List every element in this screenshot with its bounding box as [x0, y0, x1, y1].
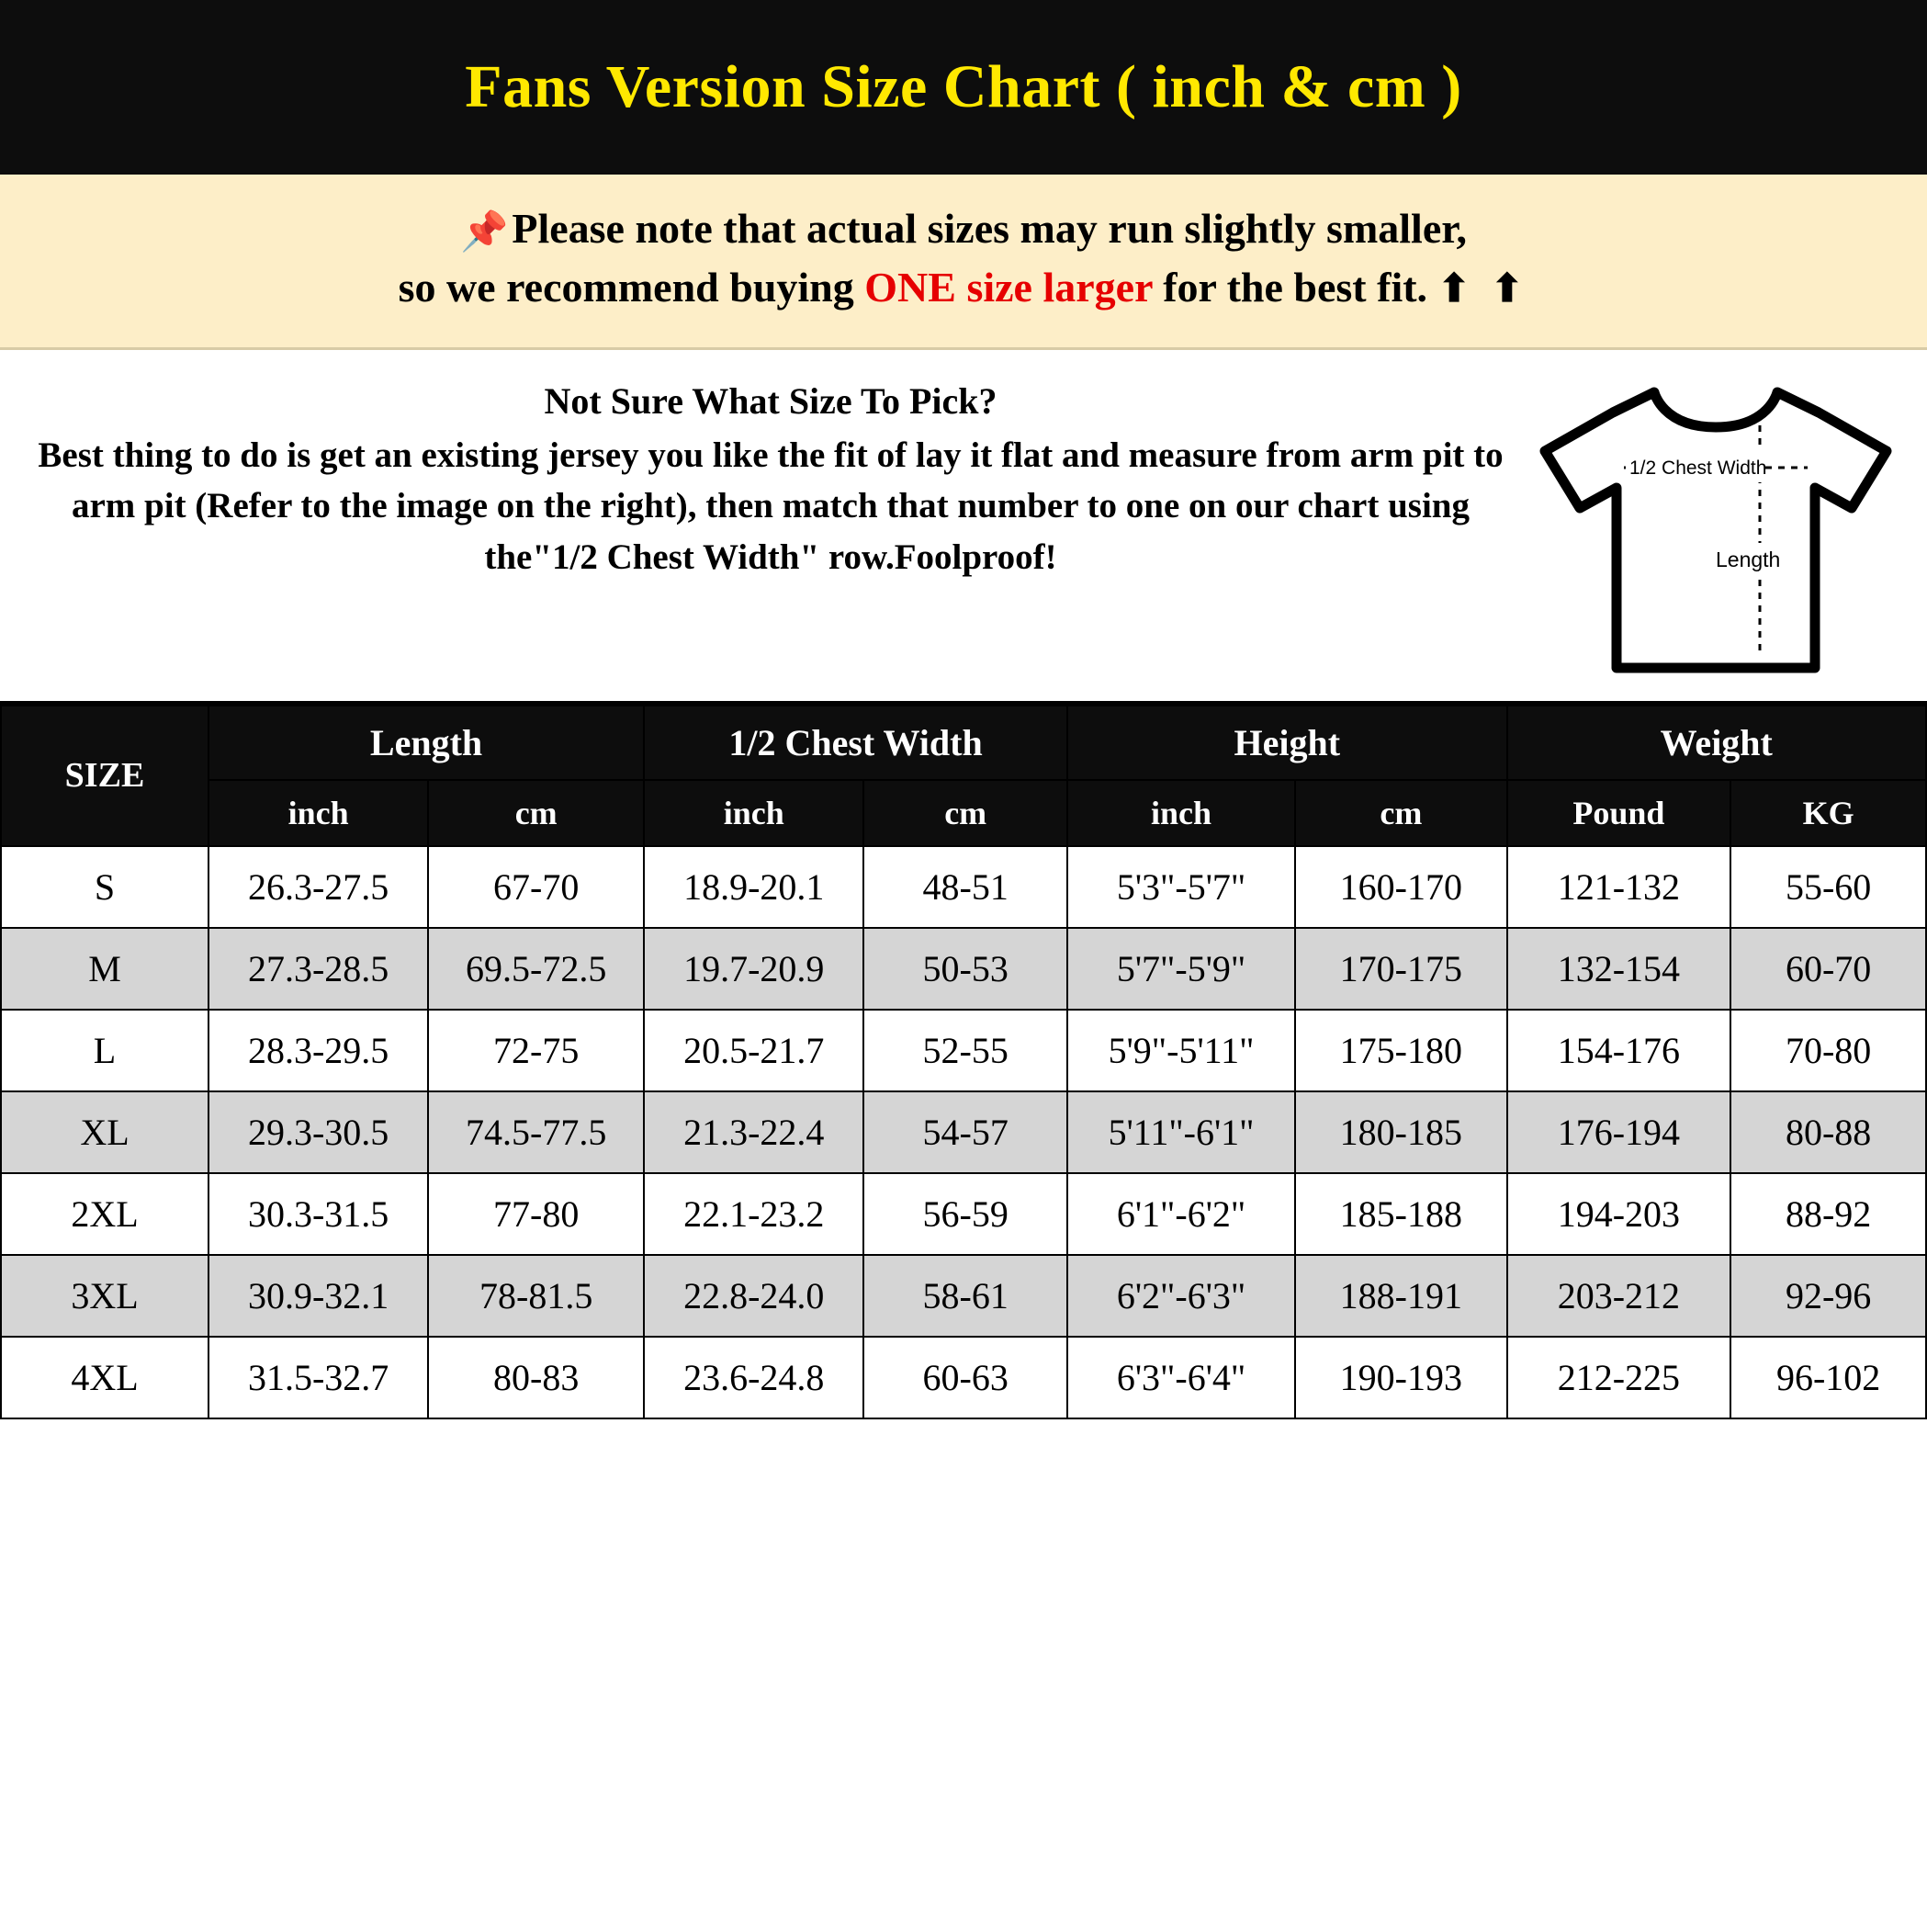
cell-value: 203-212 [1507, 1255, 1731, 1337]
header-height-inch: inch [1067, 780, 1295, 846]
header-length-inch: inch [208, 780, 428, 846]
header-height-cm: cm [1295, 780, 1506, 846]
help-text-block [18, 374, 1523, 582]
help-heading: Not Sure What Size To Pick? [544, 379, 997, 422]
cell-value: 50-53 [863, 928, 1067, 1010]
note-text-2-after: for the best fit. [1152, 263, 1428, 311]
cell-value: 88-92 [1730, 1173, 1926, 1255]
cell-size: 2XL [1, 1173, 208, 1255]
note-line-1 [37, 200, 1890, 259]
cell-value: 26.3-27.5 [208, 846, 428, 928]
cell-value: 160-170 [1295, 846, 1506, 928]
cell-value: 80-83 [428, 1337, 644, 1418]
cell-value: 60-63 [863, 1337, 1067, 1418]
note-line-2 [37, 259, 1890, 316]
cell-value: 30.9-32.1 [208, 1255, 428, 1337]
cell-value: 5'9"-5'11" [1067, 1010, 1295, 1091]
up-arrows-icon: ⬆ ⬆ [1437, 267, 1529, 311]
header-group-height: Height [1067, 706, 1507, 780]
cell-value: 6'1"-6'2" [1067, 1173, 1295, 1255]
table-row [1, 1091, 1926, 1173]
cell-size: L [1, 1010, 208, 1091]
cell-size: M [1, 928, 208, 1010]
cell-value: 170-175 [1295, 928, 1506, 1010]
cell-value: 188-191 [1295, 1255, 1506, 1337]
header-group-weight: Weight [1507, 706, 1926, 780]
help-body: Best thing to do is get an existing jersey you like the fit of lay it flat and measure from arm pit to arm pit (Refer to the image on the right), then match that number to one on our chart using the"1/2 Chest Width" row.Foolproof! [38, 435, 1504, 577]
table-group-header-row [1, 706, 1926, 780]
cell-value: 18.9-20.1 [644, 846, 863, 928]
cell-value: 22.8-24.0 [644, 1255, 863, 1337]
cell-size: 4XL [1, 1337, 208, 1418]
note-highlight: ONE size larger [864, 263, 1153, 311]
cell-value: 27.3-28.5 [208, 928, 428, 1010]
cell-value: 6'3"-6'4" [1067, 1337, 1295, 1418]
table-head [1, 706, 1926, 846]
cell-value: 185-188 [1295, 1173, 1506, 1255]
header-size: SIZE [1, 706, 208, 846]
cell-value: 67-70 [428, 846, 644, 928]
cell-value: 55-60 [1730, 846, 1926, 928]
cell-value: 30.3-31.5 [208, 1173, 428, 1255]
cell-value: 176-194 [1507, 1091, 1731, 1173]
header-chest-cm: cm [863, 780, 1067, 846]
cell-value: 5'7"-5'9" [1067, 928, 1295, 1010]
cell-value: 175-180 [1295, 1010, 1506, 1091]
cell-value: 48-51 [863, 846, 1067, 928]
cell-value: 121-132 [1507, 846, 1731, 928]
cell-value: 180-185 [1295, 1091, 1506, 1173]
cell-value: 56-59 [863, 1173, 1067, 1255]
cell-size: 3XL [1, 1255, 208, 1337]
table-row [1, 846, 1926, 928]
cell-value: 212-225 [1507, 1337, 1731, 1418]
note-banner [0, 175, 1927, 350]
table-row [1, 1255, 1926, 1337]
cell-value: 22.1-23.2 [644, 1173, 863, 1255]
length-label: Length [1716, 547, 1781, 571]
cell-value: 154-176 [1507, 1010, 1731, 1091]
pin-icon: 📌 [460, 211, 509, 254]
table-row [1, 1010, 1926, 1091]
tshirt-diagram [1523, 374, 1909, 683]
cell-value: 69.5-72.5 [428, 928, 644, 1010]
table-body [1, 846, 1926, 1418]
table-row [1, 1337, 1926, 1418]
cell-value: 74.5-77.5 [428, 1091, 644, 1173]
header-group-chest-width: 1/2 Chest Width [644, 706, 1067, 780]
cell-value: 5'11"-6'1" [1067, 1091, 1295, 1173]
cell-value: 31.5-32.7 [208, 1337, 428, 1418]
cell-value: 5'3"-5'7" [1067, 846, 1295, 928]
table-row [1, 1173, 1926, 1255]
header-chest-inch: inch [644, 780, 863, 846]
cell-value: 60-70 [1730, 928, 1926, 1010]
cell-value: 54-57 [863, 1091, 1067, 1173]
note-text-1: Please note that actual sizes may run slightly smaller, [512, 205, 1467, 252]
cell-value: 80-88 [1730, 1091, 1926, 1173]
cell-size: S [1, 846, 208, 928]
cell-value: 194-203 [1507, 1173, 1731, 1255]
header-length-cm: cm [428, 780, 644, 846]
cell-value: 23.6-24.8 [644, 1337, 863, 1418]
cell-value: 29.3-30.5 [208, 1091, 428, 1173]
cell-value: 70-80 [1730, 1010, 1926, 1091]
cell-value: 78-81.5 [428, 1255, 644, 1337]
size-table [0, 705, 1927, 1419]
cell-value: 92-96 [1730, 1255, 1926, 1337]
cell-value: 58-61 [863, 1255, 1067, 1337]
cell-value: 21.3-22.4 [644, 1091, 863, 1173]
cell-value: 28.3-29.5 [208, 1010, 428, 1091]
title-banner [0, 0, 1927, 175]
note-text-2-before: so we recommend buying [398, 263, 865, 311]
cell-value: 72-75 [428, 1010, 644, 1091]
chest-width-label: 1/2 Chest Width [1629, 457, 1767, 479]
cell-value: 6'2"-6'3" [1067, 1255, 1295, 1337]
cell-size: XL [1, 1091, 208, 1173]
table-row [1, 928, 1926, 1010]
page-title: Fans Version Size Chart ( inch & cm ) [465, 53, 1462, 120]
cell-value: 190-193 [1295, 1337, 1506, 1418]
cell-value: 19.7-20.9 [644, 928, 863, 1010]
tshirt-icon [1532, 379, 1899, 683]
cell-value: 20.5-21.7 [644, 1010, 863, 1091]
help-section [0, 350, 1927, 705]
cell-value: 77-80 [428, 1173, 644, 1255]
header-group-length: Length [208, 706, 644, 780]
table-sub-header-row [1, 780, 1926, 846]
header-weight-pound: Pound [1507, 780, 1731, 846]
cell-value: 132-154 [1507, 928, 1731, 1010]
cell-value: 52-55 [863, 1010, 1067, 1091]
cell-value: 96-102 [1730, 1337, 1926, 1418]
header-weight-kg: KG [1730, 780, 1926, 846]
